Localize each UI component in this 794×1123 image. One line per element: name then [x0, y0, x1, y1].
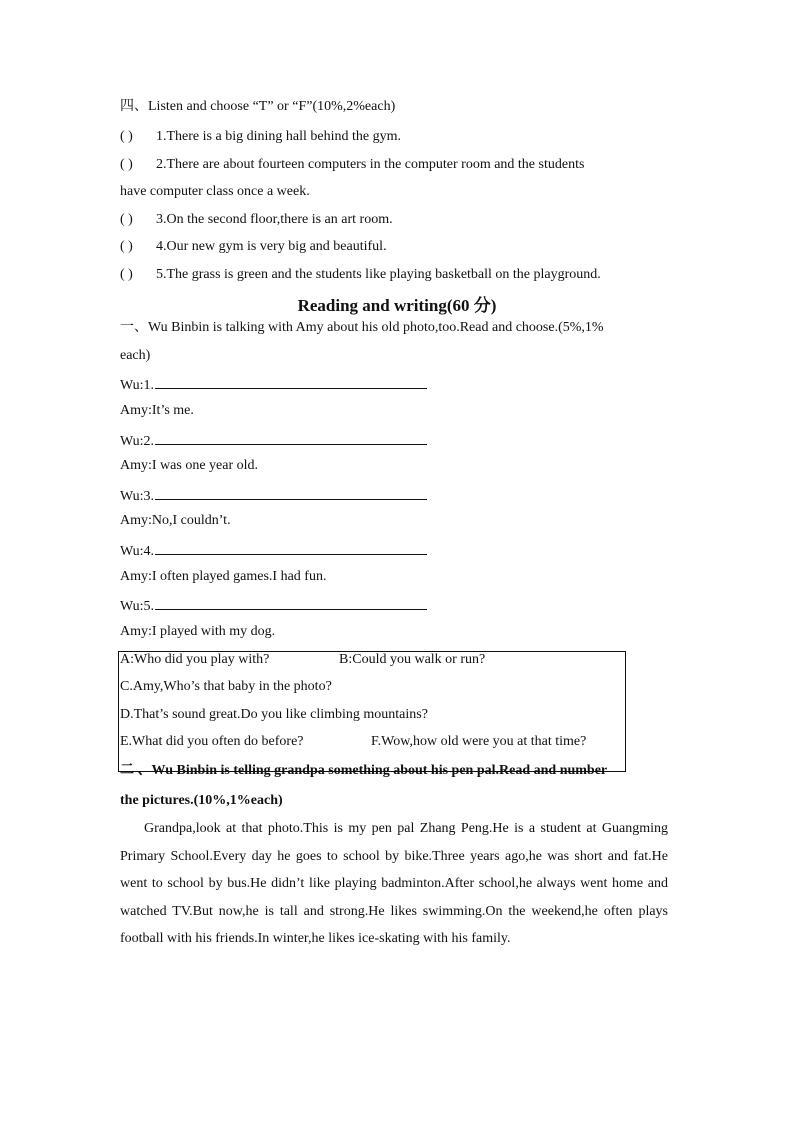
answer-blank[interactable] [155, 595, 427, 610]
dialog-amy-5: Amy:I played with my dog. [120, 624, 276, 639]
listen-item-2-cont: have computer class once a week. [120, 184, 310, 199]
passage-text: Grandpa,look at that photo.This is my pen pal Zhang Peng.He is a student at Guangming Primary School.Every day he goes to school by bike.Three years ago,he was short and fat.He went to school by bus.He didn’t like playing badminton.After school,he always went home and watched TV.But now,he is tall and strong.He likes swimming.On the weekend,he often plays football with his friends.In winter,he likes ice-skating with his family. [120, 821, 668, 947]
speaker-label: Wu:3. [120, 489, 155, 504]
answer-blank[interactable] [155, 540, 427, 555]
item-text: 2.There are about fourteen computers in the computer room and the students [156, 157, 585, 172]
answer-paren[interactable]: ( ) [120, 129, 133, 144]
listen-heading: 四、Listen and choose “T” or “F”(10%,2%each) [120, 99, 396, 114]
listen-item-4 [120, 238, 387, 256]
dialog-wu-2 [120, 430, 427, 451]
dialog-amy-1: Amy:It’s me. [120, 403, 194, 418]
item-text: 4.Our new gym is very big and beautiful. [156, 239, 387, 254]
answer-blank[interactable] [155, 374, 427, 389]
listen-item-5 [120, 266, 601, 284]
option-b: B:Could you walk or run? [339, 652, 486, 667]
speaker-label: Wu:2. [120, 434, 155, 449]
answer-paren[interactable]: ( ) [120, 212, 133, 227]
question-1-heading: 一、Wu Binbin is talking with Amy about his old photo,too.Read and choose.(5%,1% [120, 320, 604, 335]
reading-passage [120, 815, 668, 953]
option-d: D.That’s sound great.Do you like climbing mountains? [120, 707, 428, 722]
item-text: 3.On the second floor,there is an art room. [156, 212, 393, 227]
option-a: A:Who did you play with? [120, 652, 270, 667]
listen-item-1 [120, 128, 401, 146]
item-text: 5.The grass is green and the students like playing basketball on the playground. [156, 267, 601, 282]
answer-paren[interactable]: ( ) [120, 239, 133, 254]
speaker-label: Wu:4. [120, 544, 155, 559]
answer-blank[interactable] [155, 485, 427, 500]
dialog-amy-2: Amy:I was one year old. [120, 458, 259, 473]
listen-item-3 [120, 211, 393, 229]
option-f: F.Wow,how old were you at that time? [371, 734, 587, 749]
dialog-wu-1 [120, 374, 427, 395]
answer-blank[interactable] [155, 430, 427, 445]
option-e: E.What did you often do before? [120, 734, 304, 749]
dialog-amy-3: Amy:No,I couldn’t. [120, 513, 231, 528]
dialog-wu-4 [120, 540, 427, 561]
speaker-label: Wu:5. [120, 599, 155, 614]
question-1-heading-cont: each) [120, 348, 151, 363]
question-2-heading-cont: the pictures.(10%,1%each) [120, 793, 283, 808]
section-title: Reading and writing(60 分) [297, 296, 497, 315]
item-text: 1.There is a big dining hall behind the gym. [156, 129, 401, 144]
listen-item-2 [120, 156, 584, 174]
dialog-wu-5 [120, 595, 427, 616]
answer-paren[interactable]: ( ) [120, 267, 133, 282]
question-2-heading: 二 、Wu Binbin is telling grandpa something about his pen pal.Read and number [120, 763, 608, 778]
speaker-label: Wu:1. [120, 378, 155, 393]
dialog-amy-4: Amy:I often played games.I had fun. [120, 569, 327, 584]
dialog-wu-3 [120, 485, 427, 506]
answer-paren[interactable]: ( ) [120, 157, 133, 172]
option-c: C.Amy,Who’s that baby in the photo? [120, 679, 332, 694]
